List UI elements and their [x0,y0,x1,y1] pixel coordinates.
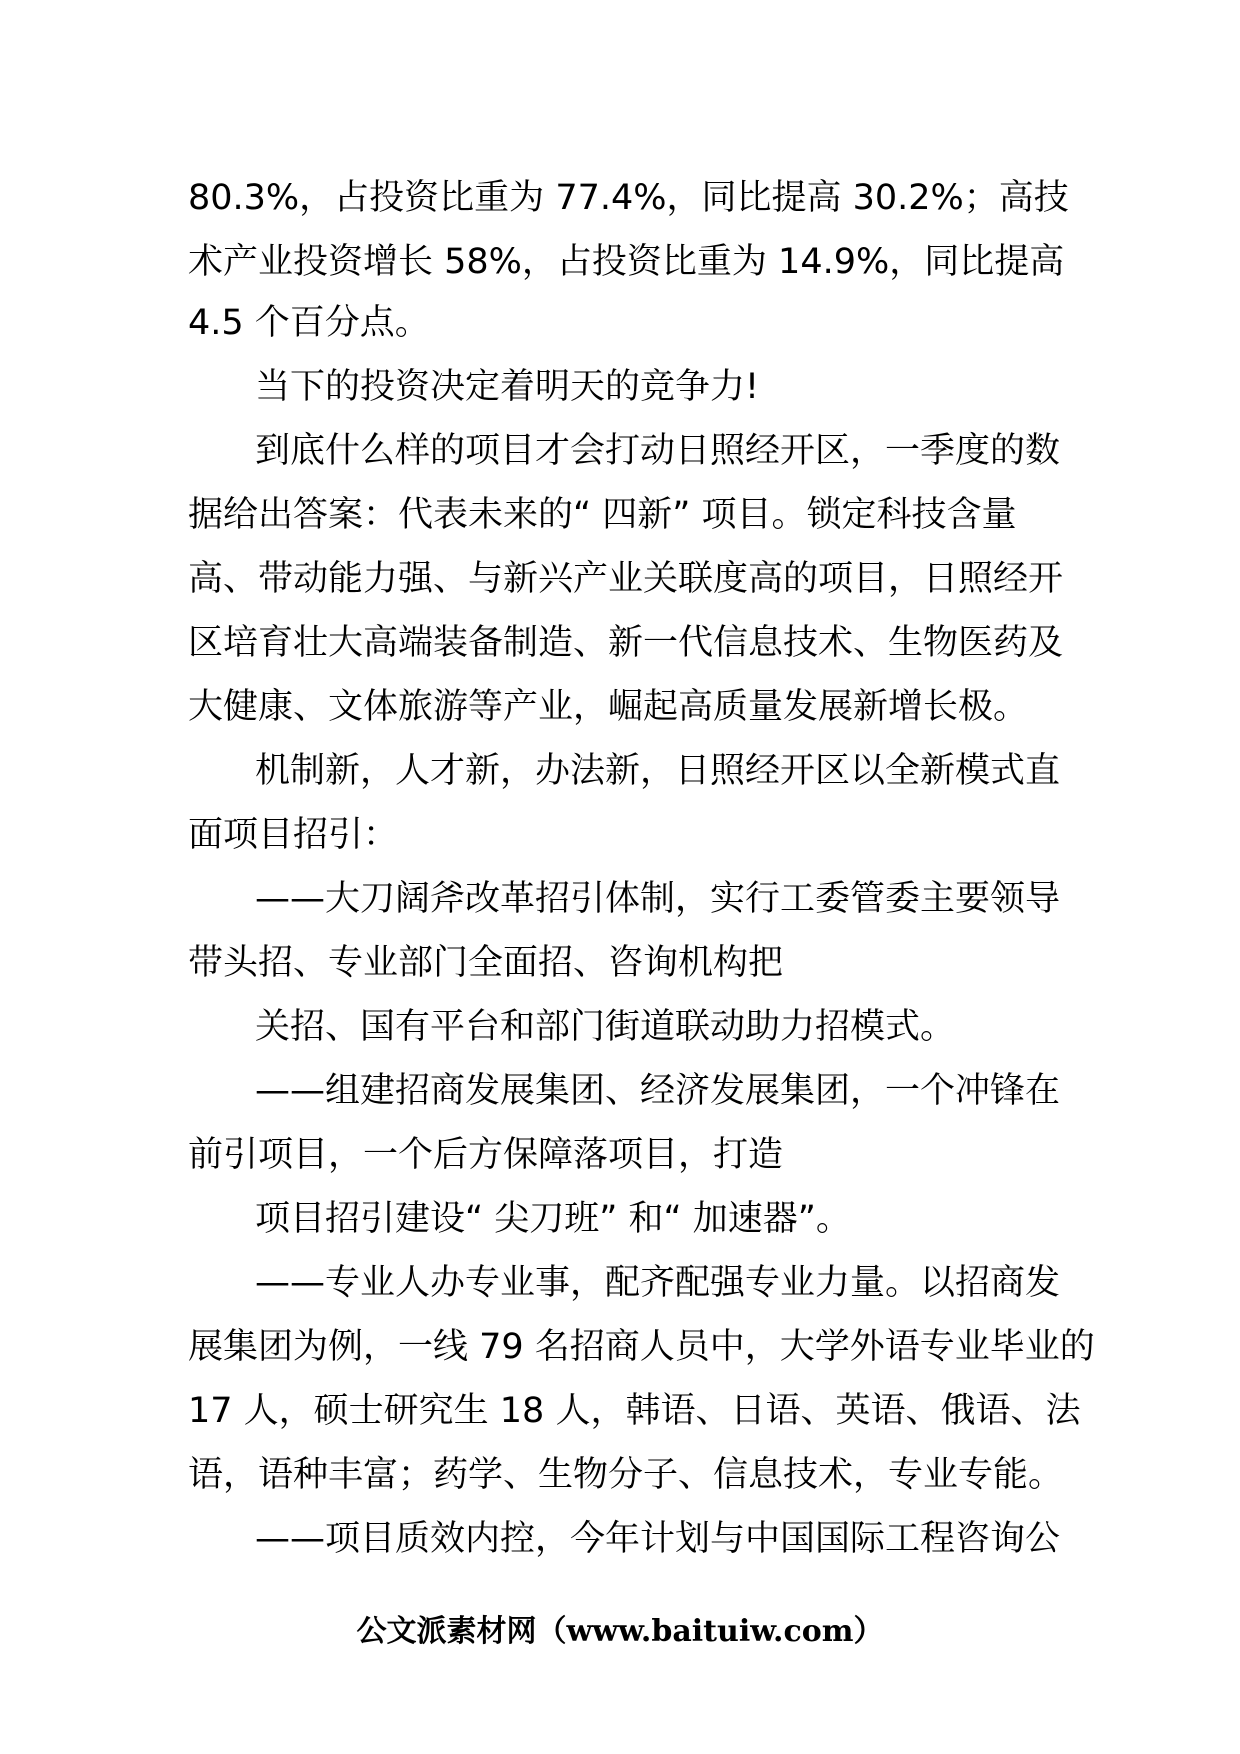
text-line: ——大刀阔斧改革招引体制，实行工委管委主要领导 [255,879,1061,919]
text-line: 到底什么样的项目才会打动日照经开区，一季度的数 [255,431,1061,471]
text-line: ——专业人办专业事，配齐配强专业力量。以招商发 [255,1263,1061,1303]
text-line: 80.3%，占投资比重为 77.4%，同比提高 30.2%；高技 [188,178,1069,218]
page-footer: 公文派素材网（www.baituiw.com） [356,1614,884,1649]
text-line: 关招、国有平台和部门街道联动助力招模式。 [255,1007,956,1047]
text-line: ——项目质效内控，今年计划与中国国际工程咨询公 [255,1519,1061,1559]
text-line: 4.5 个百分点。 [188,303,430,343]
text-line: 高、带动能力强、与新兴产业关联度高的项目，日照经开 [188,559,1064,599]
text-line: ——组建招商发展集团、经济发展集团，一个冲锋在 [255,1071,1061,1111]
text-line: 展集团为例，一线 79 名招商人员中，大学外语专业毕业的 [188,1327,1095,1367]
text-line: 17 人，硕士研究生 18 人，韩语、日语、英语、俄语、法 [188,1391,1081,1431]
text-line: 大健康、文体旅游等产业，崛起高质量发展新增长极。 [188,687,1029,727]
text-line: 据给出答案：代表未来的“ 四新” 项目。锁定科技含量 [188,495,1017,535]
text-line: 带头招、专业部门全面招、咨询机构把 [188,943,784,983]
text-line: 项目招引建设“ 尖刀班” 和“ 加速器”。 [255,1199,851,1239]
text-line: 术产业投资增长 58%，占投资比重为 14.9%，同比提高 [188,242,1065,282]
text-line: 语，语种丰富；药学、生物分子、信息技术，专业专能。 [188,1455,1064,1495]
text-line: 面项目招引： [188,815,399,855]
text-line: 前引项目，一个后方保障落项目，打造 [188,1135,784,1175]
text-line: 当下的投资决定着明天的竞争力! [255,367,760,407]
text-line: 机制新，人才新，办法新，日照经开区以全新模式直 [255,751,1061,791]
text-line: 区培育壮大高端装备制造、新一代信息技术、生物医药及 [188,623,1064,663]
